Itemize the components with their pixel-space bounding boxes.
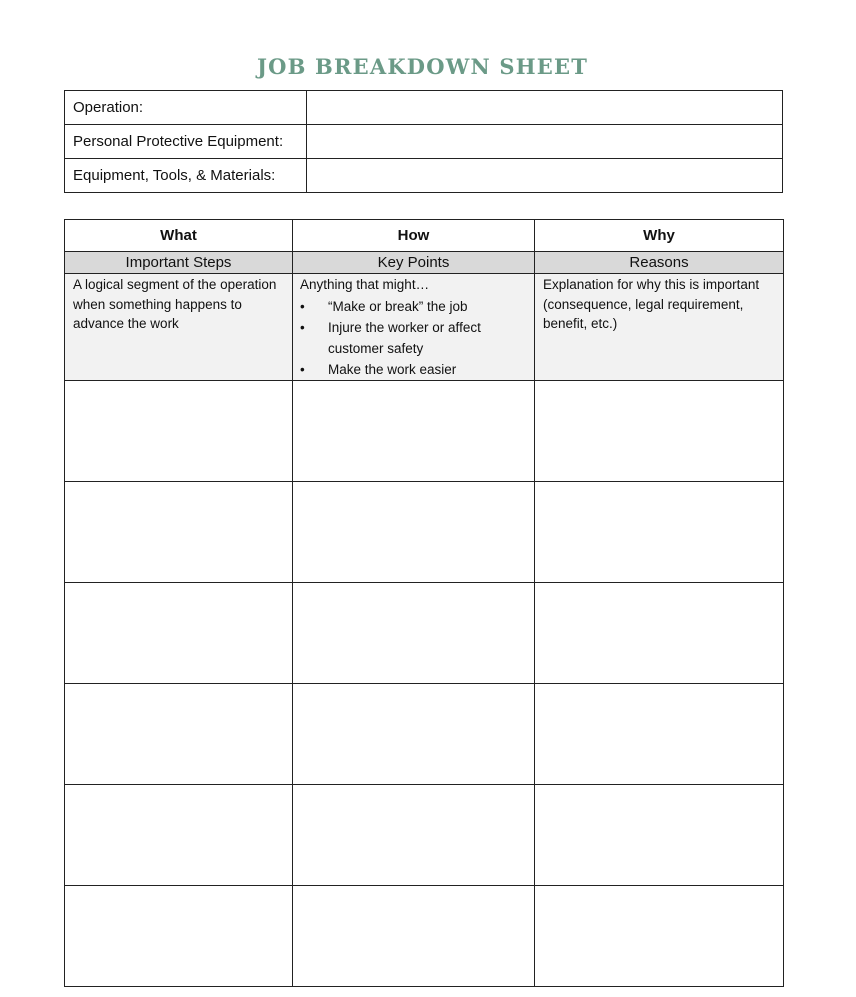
reason-cell[interactable] — [535, 380, 784, 481]
table-row — [65, 481, 784, 582]
equipment-field[interactable] — [307, 159, 783, 193]
reason-cell[interactable] — [535, 582, 784, 683]
info-label: Operation: — [65, 91, 307, 125]
bullet-icon: • — [300, 361, 305, 377]
guidance-how — [293, 274, 535, 381]
guidance-why: Explanation for why this is important (consequence, legal requirement, benefit, etc.) — [535, 274, 784, 381]
reason-cell[interactable] — [535, 784, 784, 885]
bullet-icon: • — [300, 319, 305, 335]
list-item — [300, 296, 528, 317]
guidance-row — [65, 274, 784, 381]
key-point-cell[interactable] — [293, 380, 535, 481]
key-point-cell[interactable] — [293, 683, 535, 784]
reason-cell[interactable] — [535, 683, 784, 784]
table-row — [65, 885, 784, 986]
key-point-cell[interactable] — [293, 885, 535, 986]
key-point-text: Make the work easier — [328, 361, 457, 377]
column-header-what: What — [65, 220, 293, 252]
info-label: Equipment, Tools, & Materials: — [65, 159, 307, 193]
subheader-key-points: Key Points — [293, 252, 535, 274]
header-row — [65, 220, 784, 252]
info-row-equipment — [65, 159, 783, 193]
step-cell[interactable] — [65, 582, 293, 683]
reason-cell[interactable] — [535, 481, 784, 582]
operation-info-table — [64, 90, 783, 193]
subheader-row — [65, 252, 784, 274]
subheader-reasons: Reasons — [535, 252, 784, 274]
column-header-why: Why — [535, 220, 784, 252]
step-cell[interactable] — [65, 784, 293, 885]
info-row-ppe — [65, 125, 783, 159]
step-cell[interactable] — [65, 481, 293, 582]
key-point-cell[interactable] — [293, 784, 535, 885]
key-point-text: “Make or break” the job — [328, 298, 468, 314]
key-point-cell[interactable] — [293, 481, 535, 582]
table-row — [65, 784, 784, 885]
operation-field[interactable] — [307, 91, 783, 125]
table-row — [65, 380, 784, 481]
page-title: JOB BREAKDOWN SHEET — [256, 54, 589, 79]
table-row — [65, 582, 784, 683]
key-point-text: Injure the worker or affect customer safety — [328, 319, 481, 356]
bullet-icon: • — [300, 298, 305, 314]
table-row — [65, 683, 784, 784]
info-row-operation — [65, 91, 783, 125]
column-header-how: How — [293, 220, 535, 252]
info-label: Personal Protective Equipment: — [65, 125, 307, 159]
list-item — [300, 317, 528, 359]
step-cell[interactable] — [65, 380, 293, 481]
guidance-what: A logical segment of the operation when something happens to advance the work — [65, 274, 293, 381]
key-point-cell[interactable] — [293, 582, 535, 683]
guidance-how-intro: Anything that might… — [300, 277, 430, 292]
ppe-field[interactable] — [307, 125, 783, 159]
reason-cell[interactable] — [535, 885, 784, 986]
list-item — [300, 359, 528, 380]
step-cell[interactable] — [65, 683, 293, 784]
subheader-important-steps: Important Steps — [65, 252, 293, 274]
step-cell[interactable] — [65, 885, 293, 986]
key-points-list — [300, 296, 528, 380]
job-breakdown-table — [64, 219, 784, 987]
